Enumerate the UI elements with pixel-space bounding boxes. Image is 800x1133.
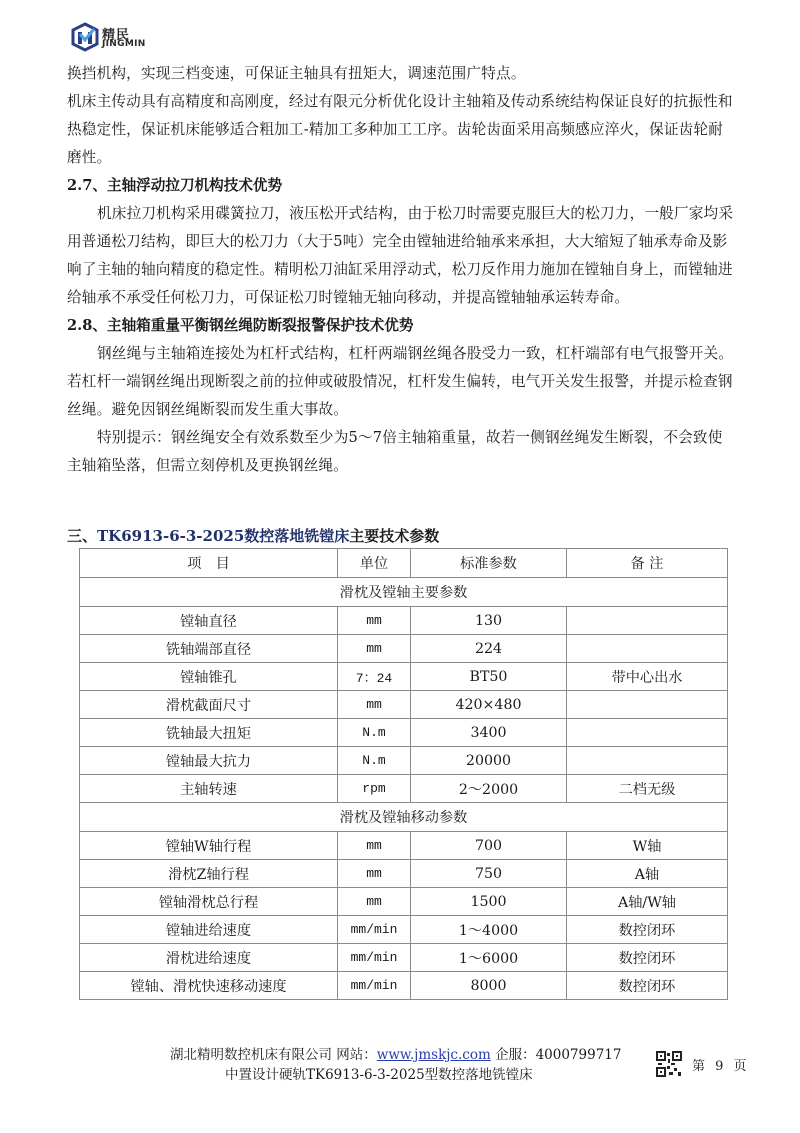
cell-unit: mm: [338, 888, 411, 916]
cell-value: 700: [411, 832, 567, 860]
table-header-row: [80, 549, 728, 578]
heading-2-7: 2.7、主轴浮动拉刀机构技术优势: [67, 177, 283, 194]
cell-unit: mm: [338, 860, 411, 888]
footer-line-1: [170, 1046, 640, 1064]
cell-item: 镗轴滑枕总行程: [80, 888, 338, 916]
cell-item: 镗轴锥孔: [80, 663, 338, 691]
cell-value: 1500: [411, 888, 567, 916]
paragraph-main-drive: 机床主传动具有高精度和高刚度，经过有限元分析优化设计主轴箱及传动系统结构保证良好的抗振性和热稳定性，保证机床能够适合粗加工-精加工多种加工工序。齿轮齿面采用高频感应淬火，保证齿轮耐磨性。: [67, 93, 733, 166]
cell-unit: 7：24: [338, 663, 411, 691]
cell-remark: A轴: [567, 860, 728, 888]
group-title-1: 滑枕及镗轴主要参数: [80, 578, 728, 607]
cell-remark: 数控闭环: [567, 916, 728, 944]
logo-english-text: JINGMIN: [102, 39, 146, 49]
cell-remark: A轴/W轴: [567, 888, 728, 916]
cell-remark: [567, 719, 728, 747]
paragraph-2-8-a: 钢丝绳与主轴箱连接处为杠杆式结构，杠杆两端钢丝绳各股受力一致，杠杆端部有电气报警开关。若杠杆一端钢丝绳出现断裂之前的拉伸或破股情况，杠杆发生偏转，电气开关发生报警，并提示检查钢丝绳。避免因钢丝绳断裂而发生重大事故。: [67, 345, 734, 418]
section-3-prefix: 三、: [67, 527, 98, 545]
table-row: [80, 832, 728, 860]
cell-unit: mm: [338, 832, 411, 860]
cell-value: 420×480: [411, 691, 567, 719]
cell-unit: mm: [338, 635, 411, 663]
table-group-row: [80, 578, 728, 607]
cell-item: 镗轴W轴行程: [80, 832, 338, 860]
cell-value: 1～4000: [411, 916, 567, 944]
header-item: 项 目: [80, 549, 338, 578]
cell-unit: mm/min: [338, 916, 411, 944]
cell-item: 主轴转速: [80, 775, 338, 803]
table-row: [80, 972, 728, 1000]
cell-unit: N.m: [338, 719, 411, 747]
cell-value: 2～2000: [411, 775, 567, 803]
footer-site-link[interactable]: www.jmskjc.com: [376, 1047, 491, 1063]
cell-item: 镗轴最大抗力: [80, 747, 338, 775]
table-row: [80, 916, 728, 944]
cell-unit: mm/min: [338, 944, 411, 972]
page-number: 第 9 页: [692, 1059, 750, 1074]
cell-unit: mm/min: [338, 972, 411, 1000]
cell-value: 224: [411, 635, 567, 663]
table-row: [80, 860, 728, 888]
cell-value: BT50: [411, 663, 567, 691]
cell-item: 镗轴进给速度: [80, 916, 338, 944]
cell-item: 镗轴直径: [80, 607, 338, 635]
header-standard: 标准参数: [411, 549, 567, 578]
cell-item: 铣轴最大扭矩: [80, 719, 338, 747]
cell-remark: [567, 691, 728, 719]
cell-item: 滑枕截面尺寸: [80, 691, 338, 719]
spec-table: [79, 548, 728, 1000]
header-remark: 备 注: [567, 549, 728, 578]
table-row: [80, 607, 728, 635]
section-3-model: TK6913-6-3-2025数控落地铣镗床: [97, 527, 350, 545]
cell-remark: 数控闭环: [567, 944, 728, 972]
footer-subtitle: 中置设计硬轨TK6913-6-3-2025型数控落地铣镗床: [225, 1067, 533, 1083]
cell-value: 1～6000: [411, 944, 567, 972]
paragraph-2-7: 机床拉刀机构采用碟簧拉刀，液压松开式结构，由于松刀时需要克服巨大的松刀力，一般厂家均采用普通松刀结构，即巨大的松刀力（大于5吨）完全由镗轴进给轴承来承担，大大缩短了轴承寿命及影响了主轴的轴向精度的稳定性。精明松刀油缸采用浮动式，松刀反作用力施加在镗轴自身上，而镗轴进给轴承不承受任何松刀力，可保证松刀时镗轴无轴向移动，并提高镗轴轴承运转寿命。: [67, 205, 734, 306]
table-row: [80, 719, 728, 747]
cell-remark: 数控闭环: [567, 972, 728, 1000]
footer-company: 湖北精明数控机床有限公司: [170, 1047, 332, 1063]
company-logo: [70, 22, 160, 54]
section-3-suffix: 主要技术参数: [349, 527, 440, 545]
table-row: [80, 888, 728, 916]
logo-chinese-text: 精民: [102, 28, 131, 43]
body-content: [67, 60, 737, 480]
cell-unit: mm: [338, 691, 411, 719]
cell-remark: 二档无级: [567, 775, 728, 803]
table-row: [80, 775, 728, 803]
cell-remark: [567, 747, 728, 775]
cell-unit: N.m: [338, 747, 411, 775]
cell-remark: W轴: [567, 832, 728, 860]
table-row: [80, 663, 728, 691]
logo-mark-icon: [70, 22, 100, 52]
table-row: [80, 747, 728, 775]
cell-value: 750: [411, 860, 567, 888]
qr-code-icon: [656, 1051, 682, 1077]
cell-item: 滑枕Z轴行程: [80, 860, 338, 888]
cell-remark: [567, 635, 728, 663]
table-row: [80, 944, 728, 972]
cell-value: 20000: [411, 747, 567, 775]
table-row: [80, 635, 728, 663]
cell-unit: rpm: [338, 775, 411, 803]
header-unit: 单位: [338, 549, 411, 578]
footer-site-label: 网站：: [336, 1047, 377, 1063]
cell-remark: 带中心出水: [567, 663, 728, 691]
cell-unit: mm: [338, 607, 411, 635]
cell-value: 8000: [411, 972, 567, 1000]
group-title-2: 滑枕及镗轴移动参数: [80, 803, 728, 832]
table-row: [80, 691, 728, 719]
cell-item: 镗轴、滑枕快速移动速度: [80, 972, 338, 1000]
cell-item: 铣轴端部直径: [80, 635, 338, 663]
table-group-row: [80, 803, 728, 832]
paragraph-gear-shift: 换挡机构，实现三档变速，可保证主轴具有扭矩大，调速范围广特点。: [67, 65, 526, 82]
cell-remark: [567, 607, 728, 635]
cell-value: 130: [411, 607, 567, 635]
footer-service-label: 企服：: [495, 1047, 536, 1063]
heading-2-8: 2.8、主轴箱重量平衡钢丝绳防断裂报警保护技术优势: [67, 317, 414, 334]
cell-value: 3400: [411, 719, 567, 747]
footer-service-phone: 4000799717: [535, 1047, 622, 1063]
cell-item: 滑枕进给速度: [80, 944, 338, 972]
section-3-heading: [67, 523, 439, 549]
paragraph-2-8-b: 特别提示：钢丝绳安全有效系数至少为5～7倍主轴箱重量，故若一侧钢丝绳发生断裂，不会致使主轴箱坠落，但需立刻停机及更换钢丝绳。: [67, 429, 723, 474]
